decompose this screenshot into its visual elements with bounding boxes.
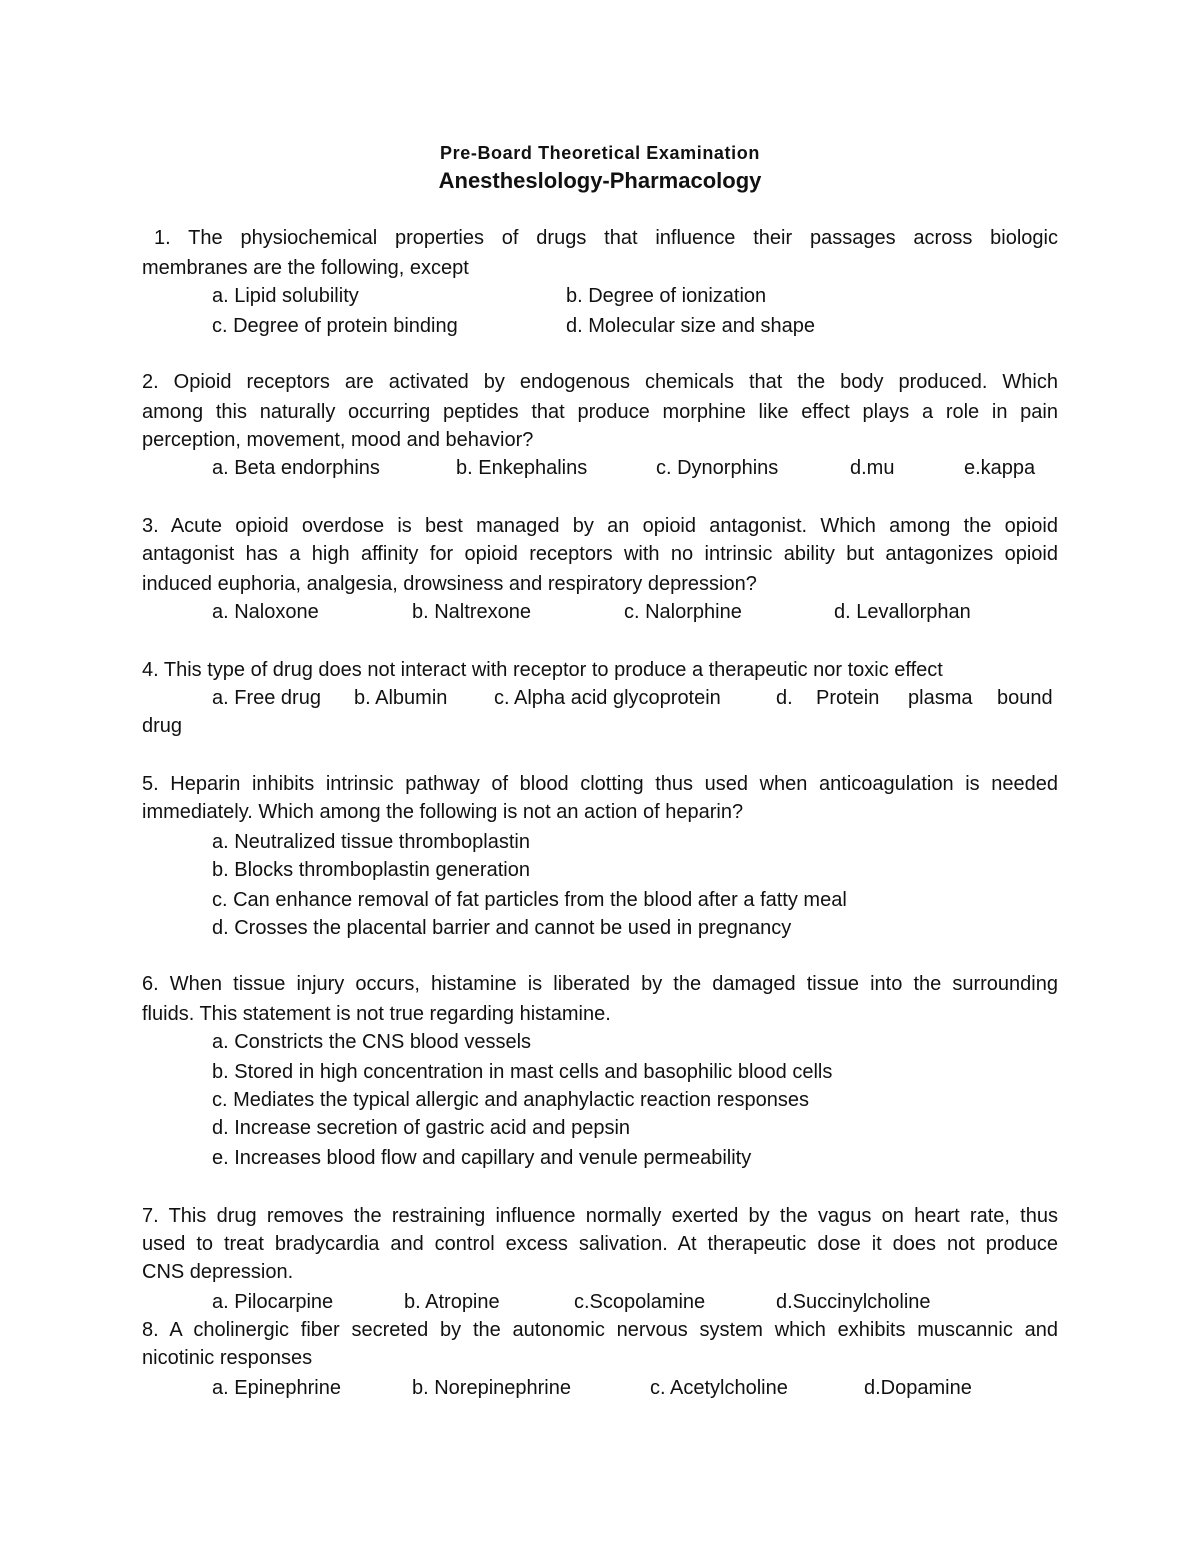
q2-stem-line2: among this naturally occurring peptides that produce morphine like effect plays a role in pain <box>142 401 1058 423</box>
q6-option-c: c. Mediates the typical allergic and anaphylactic reaction responses <box>212 1089 809 1111</box>
q2-option-b: b. Enkephalins <box>456 457 588 479</box>
q3-stem-line1: 3. Acute opioid overdose is best managed by an opioid antagonist. Which among the opioid <box>142 515 1058 537</box>
q7-option-a: a. Pilocarpine <box>212 1291 334 1313</box>
q3-option-c: c. Nalorphine <box>624 601 742 623</box>
q8-option-c: c. Acetylcholine <box>650 1377 788 1399</box>
q8-stem-line2: nicotinic responses <box>142 1347 313 1369</box>
q5-option-d: d. Crosses the placental barrier and cannot be used in pregnancy <box>212 917 792 939</box>
q7-option-d: d.Succinylcholine <box>776 1291 931 1313</box>
q2-stem-line1: 2. Opioid receptors are activated by endogenous chemicals that the body produced. Which <box>142 371 1058 393</box>
q3-option-d: d. Levallorphan <box>834 601 971 623</box>
q4-option-c: c. Alpha acid glycoprotein <box>494 687 721 709</box>
q2-stem-line3: perception, movement, mood and behavior? <box>142 429 534 451</box>
q7-stem-line3: CNS depression. <box>142 1261 294 1283</box>
exam-subject: Anestheslology-Pharmacology <box>438 168 762 193</box>
q1-stem-line1: 1. The physiochemical properties of drugs that influence their passages across biologic <box>154 227 1058 249</box>
q5-stem-line1: 5. Heparin inhibits intrinsic pathway of blood clotting thus used when anticoagulation is needed <box>142 773 1058 795</box>
q3-option-a: a. Naloxone <box>212 601 319 623</box>
q8-stem-line1: 8. A cholinergic fiber secreted by the autonomic nervous system which exhibits muscannic and <box>142 1319 1058 1341</box>
q2-option-d: d.mu <box>850 457 895 479</box>
q7-stem-line2: used to treat bradycardia and control excess salivation. At therapeutic dose it does not produce <box>142 1233 1058 1255</box>
exam-title: Pre-Board Theoretical Examination <box>440 143 760 163</box>
q4-option-b: b. Albumin <box>354 687 448 709</box>
q6-option-d: d. Increase secretion of gastric acid and pepsin <box>212 1117 631 1139</box>
q5-option-a: a. Neutralized tissue thromboplastin <box>212 831 530 853</box>
q1-option-c: c. Degree of protein binding <box>212 315 458 337</box>
q3-stem-line3: induced euphoria, analgesia, drowsiness and respiratory depression? <box>142 573 757 595</box>
q7-option-b: b. Atropine <box>404 1291 500 1313</box>
q4-option-d-word3: bound <box>997 687 1053 709</box>
q4-option-d-word1: Protein <box>816 687 880 709</box>
q1-option-b: b. Degree of ionization <box>566 285 767 307</box>
q1-option-a: a. Lipid solubility <box>212 285 359 307</box>
q2-option-e: e.kappa <box>964 457 1036 479</box>
q4-stem-line1: 4. This type of drug does not interact with receptor to produce a therapeutic nor toxic effect <box>142 659 943 681</box>
q6-stem-line2: fluids. This statement is not true regarding histamine. <box>142 1003 611 1025</box>
q5-stem-line2: immediately. Which among the following is not an action of heparin? <box>142 801 744 823</box>
q3-stem-line2: antagonist has a high affinity for opioid receptors with no intrinsic ability but antagonizes opioid <box>142 543 1058 565</box>
q6-stem-line1: 6. When tissue injury occurs, histamine is liberated by the damaged tissue into the surrounding <box>142 973 1058 995</box>
q8-option-b: b. Norepinephrine <box>412 1377 571 1399</box>
q6-option-e: e. Increases blood flow and capillary and venule permeability <box>212 1147 752 1169</box>
q4-option-d-word2: plasma <box>908 687 973 709</box>
q8-option-a: a. Epinephrine <box>212 1377 341 1399</box>
q1-stem-line2: membranes are the following, except <box>142 257 469 279</box>
q6-option-b: b. Stored in high concentration in mast cells and basophilic blood cells <box>212 1061 833 1083</box>
q3-option-b: b. Naltrexone <box>412 601 531 623</box>
q7-stem-line1: 7. This drug removes the restraining influence normally exerted by the vagus on heart rate, thus <box>142 1205 1058 1227</box>
q2-option-c: c. Dynorphins <box>656 457 779 479</box>
q5-option-b: b. Blocks thromboplastin generation <box>212 859 530 881</box>
q7-option-c: c.Scopolamine <box>574 1291 706 1313</box>
q4-option-d-label: d. <box>776 687 793 709</box>
q4-option-a: a. Free drug <box>212 687 321 709</box>
q6-option-a: a. Constricts the CNS blood vessels <box>212 1031 532 1053</box>
q2-option-a: a. Beta endorphins <box>212 457 380 479</box>
q5-option-c: c. Can enhance removal of fat particles from the blood after a fatty meal <box>212 889 847 911</box>
q4-option-d-word4: drug <box>142 715 183 737</box>
q8-option-d: d.Dopamine <box>864 1377 972 1399</box>
q1-option-d: d. Molecular size and shape <box>566 315 816 337</box>
